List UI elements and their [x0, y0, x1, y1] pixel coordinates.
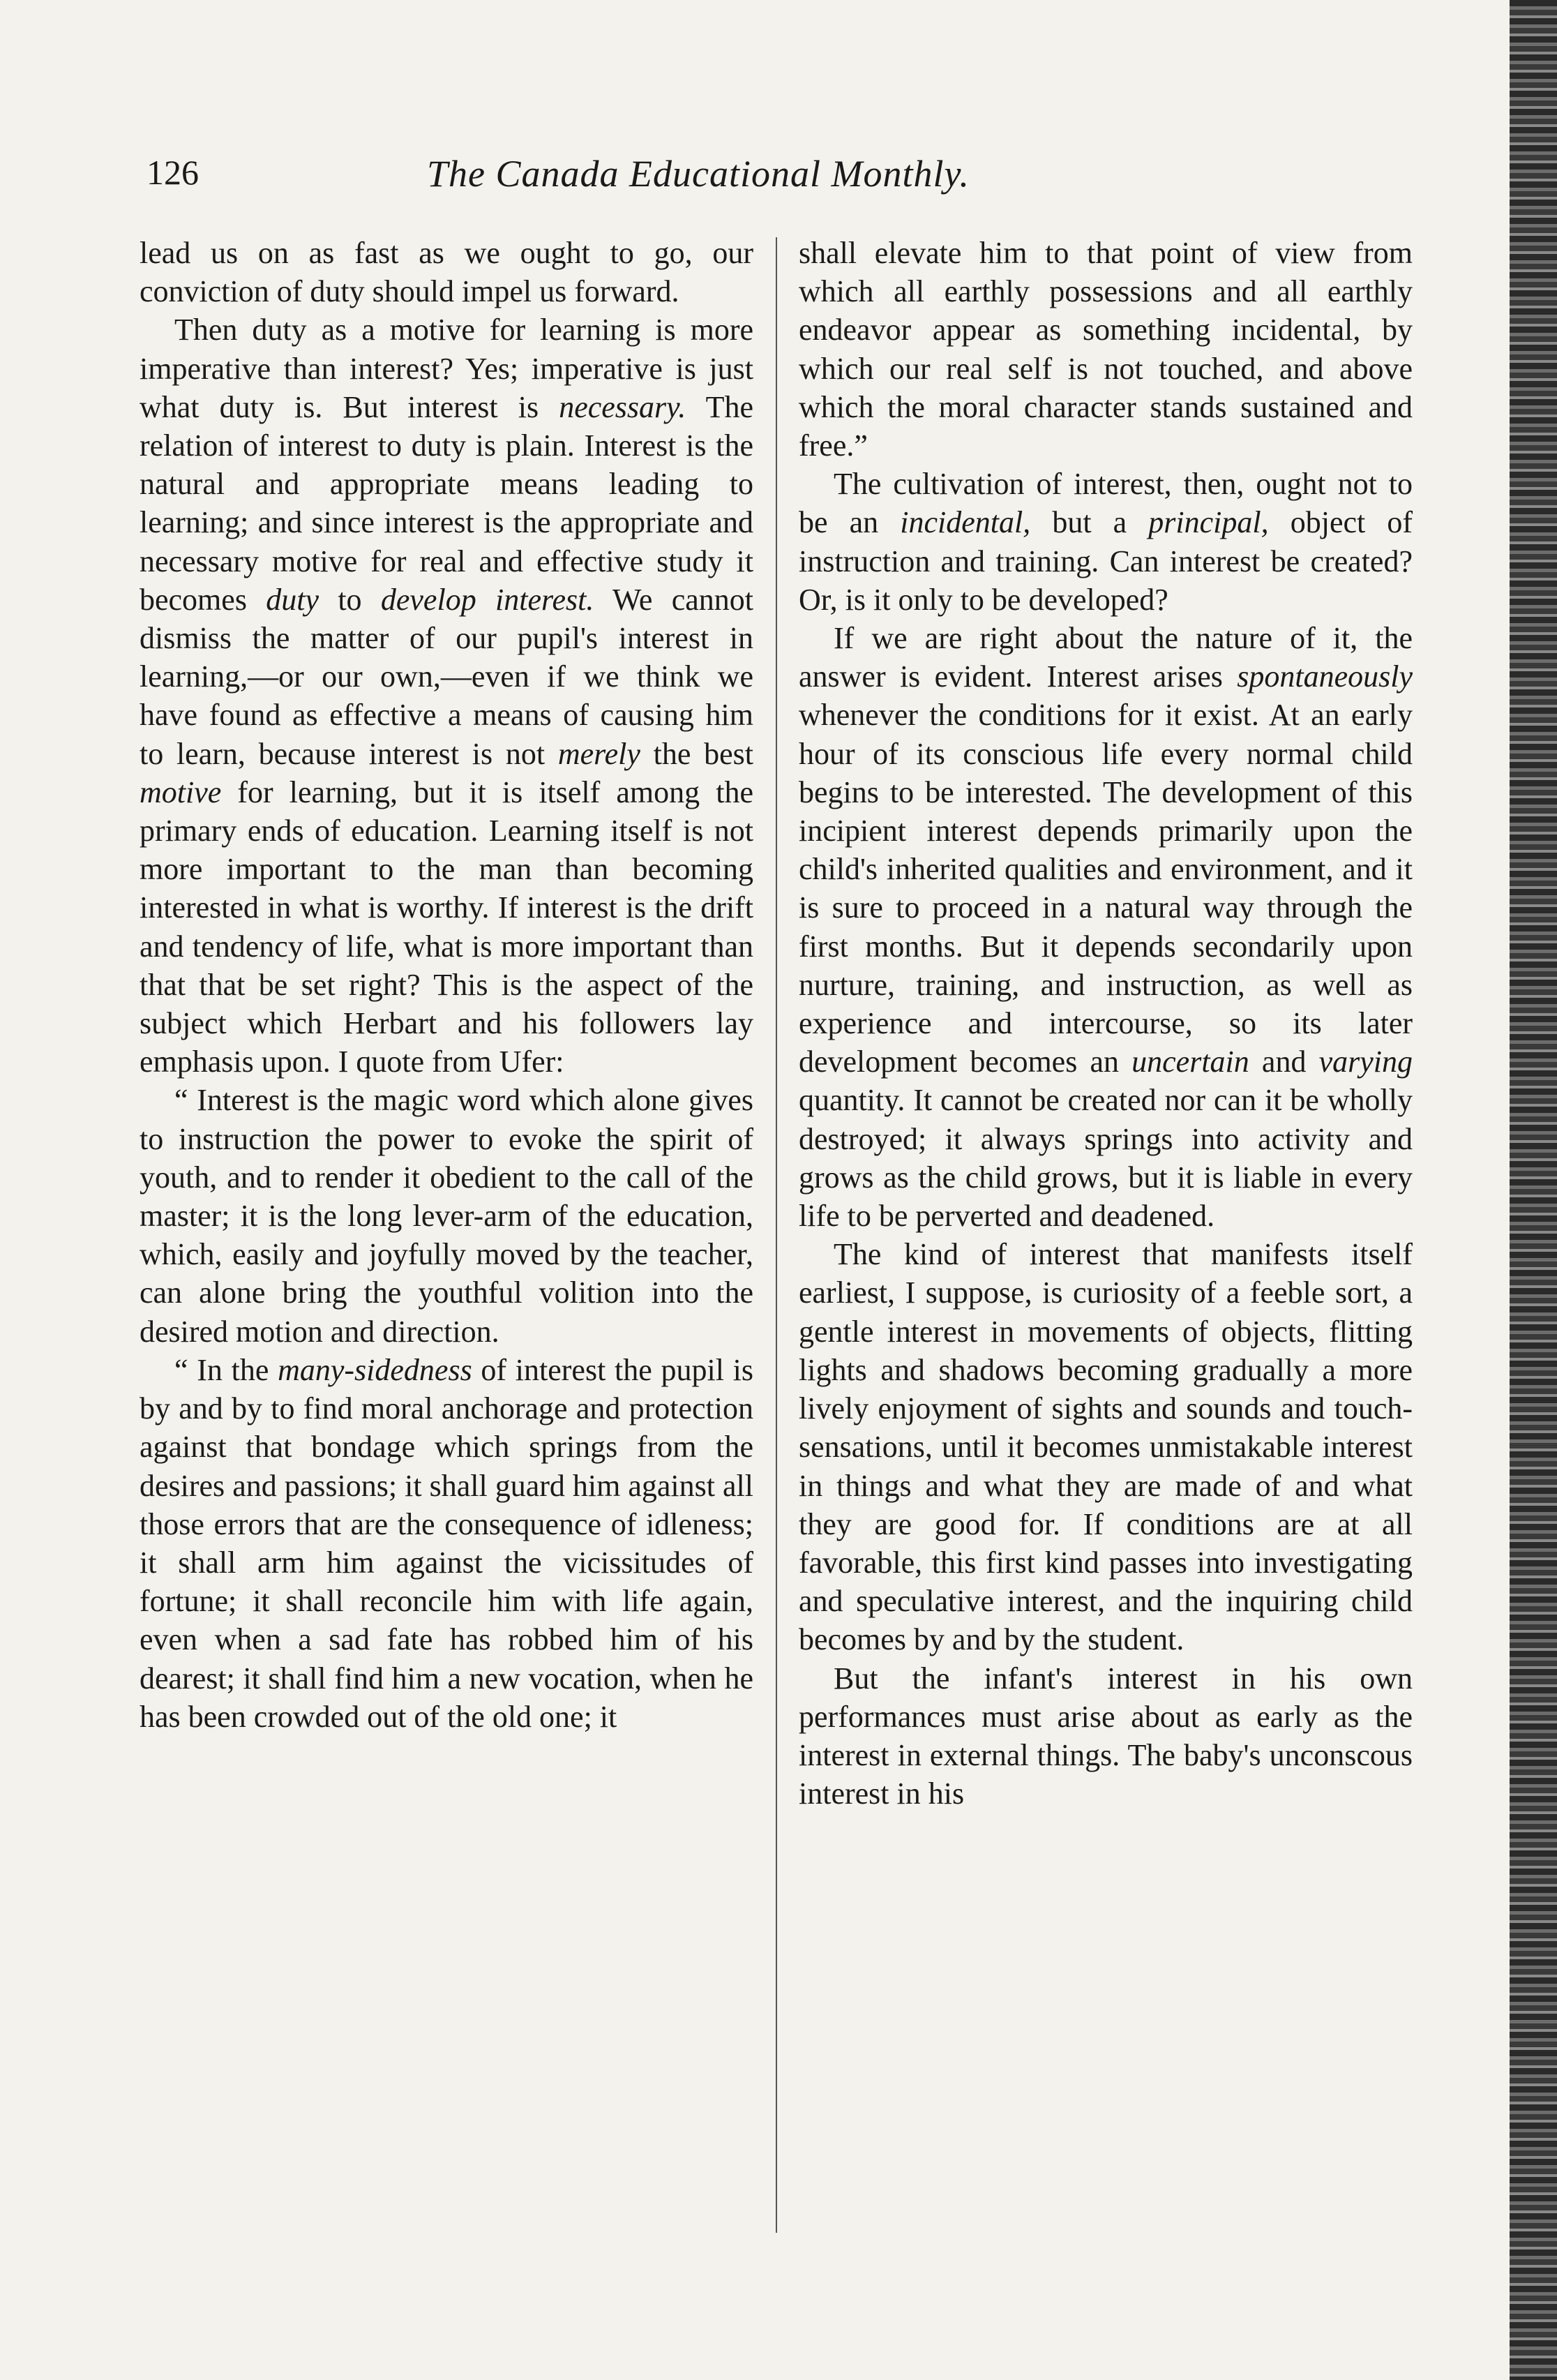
text-run: to: [319, 582, 381, 617]
paragraph: [799, 619, 1413, 1235]
italic-text: spontaneously: [1237, 659, 1413, 694]
text-run: The kind of interest that manifests itself earliest, I suppose, is curiosity of a feeble sort, a gentle interest in movements of objects, flitting lights and shadows becoming gradually a more lively enjoyment of sights and sounds and touch-sensations, until it becomes unmistakable interest in things and what they are made of and what they are good for. If conditions are at all favorable, this first kind passes into investigating and speculative interest, and the inquiring child becomes by and by the student.: [799, 1237, 1413, 1657]
italic-text: uncertain: [1131, 1045, 1249, 1079]
text-run: whenever the conditions for it exist. At an early hour of its conscious life every normal child begins to be interested. The development of this incipient interest depends primarily upon the child's inherited qualities and environment, and it is sure to proceed in a natural way through the first months. But it depends secondarily upon nurture, training, and instruction, as well as experience and intercourse, so its later development becomes an: [799, 698, 1413, 1079]
italic-text: duty: [266, 582, 319, 617]
italic-text: incidental,: [900, 505, 1031, 540]
text-run: the best: [640, 736, 753, 771]
text-run: but a: [1030, 505, 1149, 540]
paragraph: [140, 234, 753, 310]
text-run: lead us on as fast as we ought to go, our conviction of duty should impel us forward.: [140, 236, 753, 309]
italic-text: varying: [1318, 1045, 1413, 1079]
italic-text: motive: [140, 774, 222, 809]
text-run: But the infant's interest in his own performances must arise about as early as the interest in external things. The baby's unconscous interest in his: [799, 1661, 1413, 1811]
text-run: The relation of interest to duty is plain. Interest is the natural and appropriate means leading to learning; and since interest is the appropriate and necessary motive for real and effective study it becomes: [140, 389, 753, 617]
text-run: “ Interest is the magic word which alone gives to instruction the power to evoke the spirit of youth, and to render it obedient to the call of the master; it is the long lever-arm of the education, which, easily and joyfully moved by the teacher, can alone bring the youthful volition into the desired motion and direction.: [140, 1083, 753, 1349]
text-run: The cultivation of interest, then, ought not to be an: [799, 467, 1413, 540]
paragraph: [799, 1235, 1413, 1659]
paragraph: [799, 1659, 1413, 1813]
scanned-page-edge: [1510, 0, 1557, 2380]
text-run: of interest the pupil is by and by to find moral anchorage and protection against that bondage which springs from the desires and passions; it shall guard him against all those errors that are the consequence of idleness; it shall arm him against the vicissitudes of fortune; it shall reconcile him with life again, even when a sad fate has robbed him of his dearest; it shall find him a new vocation, when he has been crowded out of the old one; it: [140, 1352, 753, 1734]
paragraph: [140, 1081, 753, 1350]
text-run: Then duty as a motive for learning is more imperative than interest? Yes; imperative is just what duty is. But interest is: [140, 313, 753, 424]
paragraph: [799, 234, 1413, 465]
left-column: [140, 234, 753, 1736]
text-run: “ In the: [174, 1352, 278, 1387]
column-divider: [776, 237, 777, 2233]
paragraph: [799, 465, 1413, 619]
italic-text: merely: [557, 736, 640, 771]
italic-text: necessary.: [559, 389, 686, 424]
italic-text: develop interest.: [380, 582, 594, 617]
right-column: [799, 234, 1413, 1813]
running-title: The Canada Educational Monthly.: [427, 153, 970, 195]
text-run: shall elevate him to that point of view from which all earthly possessions and all earthly endeavor appear as something incidental, by which our real self is not touched, and above which the moral character stands sustained and free.”: [799, 236, 1413, 463]
text-run: object of instruction and training. Can interest be created? Or, is it only to be developed?: [799, 505, 1413, 617]
text-run: quantity. It cannot be created nor can it be wholly destroyed; it always springs into activity and grows as the child grows, but it is liable in every life to be perverted and deadened.: [799, 1083, 1413, 1234]
italic-text: principal,: [1148, 505, 1269, 540]
italic-text: many-sidedness: [278, 1352, 472, 1387]
text-run: If we are right about the nature of it, the answer is evident. Interest arises: [799, 621, 1413, 694]
text-run: and: [1249, 1045, 1319, 1079]
paragraph: [140, 1351, 753, 1736]
text-run: We cannot dismiss the matter of our pupil's interest in learning,—or our own,—even if we think we have found as effective a means of causing him to learn, because interest is not: [140, 582, 753, 771]
text-run: for learning, but it is itself among the primary ends of education. Learning itself is not more important to the man than becoming interested in what is worthy. If interest is the drift and tendency of life, what is more important than that that be set right? This is the aspect of the subject which Herbart and his followers lay emphasis upon. I quote from Ufer:: [140, 774, 753, 1079]
paragraph: [140, 310, 753, 1081]
page-number: 126: [146, 153, 199, 192]
